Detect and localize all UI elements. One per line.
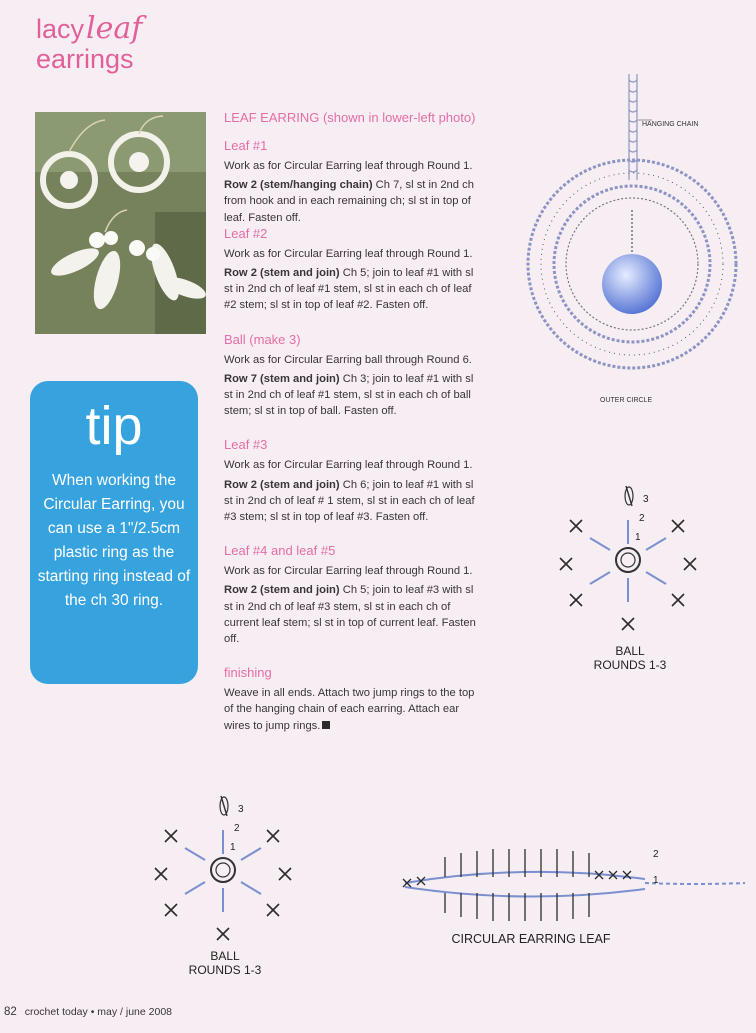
outer-circle-label: OUTER CIRCLE: [600, 397, 653, 404]
leaf3-row2: [224, 477, 482, 526]
ball-right-label2: ROUNDS 1-3: [593, 658, 667, 672]
ball-left-number-3: 3: [238, 804, 244, 815]
page-number: 82: [4, 1006, 17, 1018]
leaf1-row2: [224, 177, 482, 226]
leaf3-row2-text: Ch 6; join to leaf #1 with sl st in 2nd ch of leaf # 1 stem, sl st in each ch of leaf #3 stem; sl st in top of leaf #3. Fasten off.: [224, 478, 475, 524]
ball-right-label1: BALL: [615, 644, 645, 658]
tip-box: [30, 381, 198, 684]
leaf2-row2: [224, 265, 482, 314]
leaf1-heading: Leaf #1: [224, 138, 268, 153]
leaf1-line1: Work as for Circular Earring leaf through Round 1.: [224, 160, 473, 172]
tip-text: When working the Circular Earring, you can use a 1"/2.5cm plastic ring as the starting ring instead of the ch 30 ring.: [37, 472, 191, 609]
finishing-text: [224, 685, 482, 734]
earring-diagram: [510, 70, 750, 410]
ball-left-number-1: 1: [230, 842, 236, 853]
ball-row7: [224, 371, 482, 420]
leaf1-row2-label: Row 2 (stem/hanging chain): [224, 179, 373, 192]
ball-right-number-2: 2: [639, 513, 645, 524]
leaf1-row2-text: Ch 7, sl st in 2nd ch from hook and in each remaining ch; sl st in top of leaf. Fasten off.: [224, 179, 474, 224]
leaf45-heading: Leaf #4 and leaf #5: [224, 543, 336, 559]
leaf-number-2: 2: [653, 849, 659, 860]
ball-diagram-right: [550, 480, 710, 675]
leaf-diagram-label: CIRCULAR EARRING LEAF: [451, 932, 611, 946]
issue-date: may / june 2008: [97, 1006, 173, 1018]
leaf3-line1: Work as for Circular Earring leaf through Round 1.: [224, 459, 473, 472]
leaf-earring-heading: LEAF EARRING (shown in lower-left photo): [224, 110, 476, 125]
leaf-number-1: 1: [653, 875, 659, 886]
leaf45-row2: [224, 582, 482, 647]
leaf3-row2-label: Row 2 (stem and join): [224, 478, 340, 491]
instructions: [224, 110, 482, 734]
leaf2-heading: Leaf #2: [224, 225, 268, 241]
leaf2-line1: Work as for Circular Earring leaf through Round 1.: [224, 247, 473, 260]
leaf2-row2-label: Row 2 (stem and join): [224, 267, 340, 280]
ball-illustration: [602, 254, 662, 314]
hanging-chain-label: HANGING CHAIN: [642, 121, 699, 128]
ball-right-number-3: 3: [643, 494, 649, 505]
ball-right-number-1: 1: [635, 532, 641, 543]
tip-heading: tip: [85, 396, 143, 456]
page-footer: [4, 1006, 172, 1018]
ball-left-label2: ROUNDS 1-3: [188, 963, 262, 977]
leaf45-line1: Work as for Circular Earring leaf through Round 1.: [224, 565, 473, 578]
page-title: [36, 11, 143, 74]
finishing-text-body: Weave in all ends. Attach two jump rings to the top of the hanging chain of each earring. Attach ear wires to jump rings.: [224, 687, 475, 732]
leaf45-row2-text: Ch 5; join to leaf #3 with sl st in 2nd ch of leaf #3 stem, sl st in each ch of current leaf stem; sl st in top of current leaf. Fasten off.: [224, 584, 476, 646]
leaf-diagram: [395, 835, 750, 950]
end-mark: [322, 721, 330, 729]
ball-left-number-2: 2: [234, 823, 240, 834]
footer-bullet: •: [90, 1006, 95, 1018]
title-script-word: leaf: [86, 11, 143, 46]
finishing-heading: finishing: [224, 665, 272, 681]
ball-diagram-left: [145, 790, 305, 985]
ball-left-label1: BALL: [210, 949, 240, 963]
leaf3-heading: Leaf #3: [224, 437, 268, 453]
ball-row7-label: Row 7 (stem and join): [224, 372, 340, 385]
title-line2: earrings: [36, 44, 134, 74]
leaf45-row2-label: Row 2 (stem and join): [224, 584, 340, 597]
leaf2-row2-text: Ch 5; join to leaf #1 with sl st in 2nd ch of leaf #1 stem, sl st in each ch of leaf #2 stem; sl st in top of leaf #2. Fasten off.: [224, 267, 474, 312]
ball-line1: Work as for Circular Earring ball through Round 6.: [224, 353, 472, 366]
ball-heading: Ball (make 3): [224, 331, 301, 347]
earrings-photo: [35, 112, 206, 334]
title-line1: lacy: [36, 14, 85, 44]
magazine-name: crochet today: [24, 1006, 88, 1018]
ball-row7-text: Ch 3; join to leaf #1 with sl st in 2nd ch of leaf #1 stem, sl st in each ch of ball stem; sl st in top of ball. Fasten off.: [224, 372, 474, 418]
